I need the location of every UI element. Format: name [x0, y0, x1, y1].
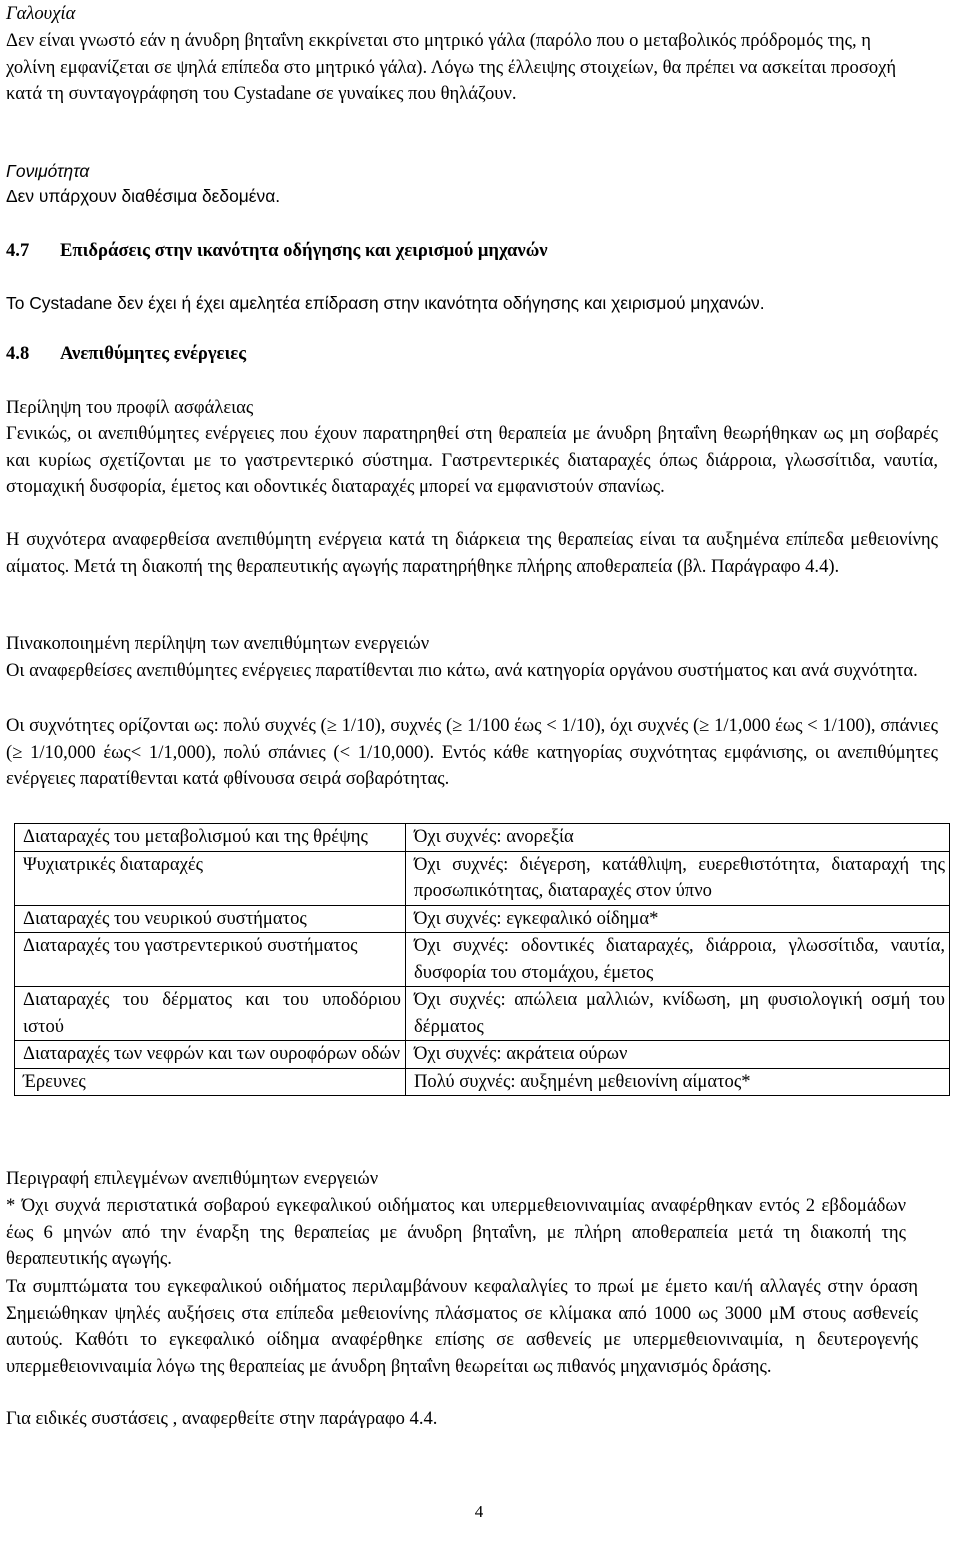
selected-paragraph-3: Για ειδικές συστάσεις , αναφερθείτε στην παράγραφο 4.4.: [6, 1408, 438, 1429]
effects-cell: Όχι συχνές: ακράτεια ούρων: [406, 1041, 950, 1069]
section-4-8-heading: [6, 341, 246, 368]
section-4-8-number: 4.8: [6, 343, 30, 364]
organ-class-cell: Διαταραχές των νεφρών και των ουροφόρων οδών: [15, 1041, 406, 1069]
summary-paragraph-1: Γενικώς, οι ανεπιθύμητες ενέργειες που έχουν παρατηρηθεί στη θεραπεία με άνυδρη βηταΐνη θεωρήθηκαν ως μη σοβαρές και κυρίως σχετίζονται με το γαστρεντερικό σύστημα. Γαστρεντερικές διαταραχές όπως διάρροια, γλωσσίτιδα, ναυτία, στομαχική δυσφορία, έμετος και οδοντικές διαταραχές μπορεί να εμφανιστούν σπανίως.: [6, 423, 938, 497]
organ-class-cell: Διαταραχές του γαστρεντερικού συστήματος: [15, 933, 406, 987]
tabulated-paragraph-2: Οι συχνότητες ορίζονται ως: πολύ συχνές (≥ 1/10), συχνές (≥ 1/100 έως < 1/10), όχι συχνές (≥ 1/1,000 έως < 1/100), σπάνιες (≥ 1/10,000 έως< 1/1,000), πολύ σπάνιες (< 1/10,000). Εντός κάθε κατηγορίας συχνότητας εμφάνισης, οι ανεπιθύμητες ενέργειες παρατίθενται κατά φθίνουσα σειρά σοβαρότητας.: [6, 715, 938, 789]
section-4-7-title: Επιδράσεις στην ικανότητα οδήγησης και χειρισμού μηχανών: [60, 240, 548, 261]
selected-paragraph-2: Τα συμπτώματα του εγκεφαλικού οιδήματος περιλαμβάνουν κεφαλαλγίες το πρωί με έμετο και/ή αλλαγές στην όραση Σημειώθηκαν ψηλές αυξήσεις στα επίπεδα μεθειονίνης πλάσματος σε κλίμακα από 1000 ως 3000 μΜ στους ασθενείς αυτούς. Καθότι το εγκεφαλικό οίδημα αναφέρθηκε επίσης σε ασθενείς με υπερμεθειονιναιμία, η δευτερογενής υπερμεθειονιναιμία λόγω της θεραπείας με άνυδρη βηταΐνη θεωρείται ως πιθανός μηχανισμός δράσης.: [6, 1276, 918, 1377]
page-number: 4: [474, 1502, 484, 1521]
tabulated-paragraph-1: Οι αναφερθείσες ανεπιθύμητες ενέργειες παρατίθενται πιο κάτω, ανά κατηγορία οργάνου συστήματος και ανά συχνότητα.: [6, 660, 918, 681]
lactation-title: Γαλουχία: [6, 3, 76, 24]
fertility-text: Δεν υπάρχουν διαθέσιμα δεδομένα.: [6, 186, 281, 206]
effects-cell: Όχι συχνές: ανορεξία: [406, 824, 950, 852]
table-row: [15, 905, 950, 933]
organ-class-cell: Έρευνες: [15, 1068, 406, 1096]
table-row: [15, 933, 950, 987]
organ-class-cell: Διαταραχές του νευρικού συστήματος: [15, 905, 406, 933]
selected-title: Περιγραφή επιλεγμένων ανεπιθύμητων ενεργειών: [6, 1168, 379, 1189]
section-4-7-text: Το Cystadane δεν έχει ή έχει αμελητέα επίδραση στην ικανότητα οδήγησης και χειρισμού μηχανών.: [6, 293, 765, 313]
effects-cell: Πολύ συχνές: αυξημένη μεθειονίνη αίματος*: [406, 1068, 950, 1096]
effects-cell: Όχι συχνές: οδοντικές διαταραχές, διάρροια, γλωσσίτιδα, ναυτία, δυσφορία του στομάχου, έμετος: [406, 933, 950, 987]
organ-class-cell: Ψυχιατρικές διαταραχές: [15, 851, 406, 905]
selected-paragraph-1: * Όχι συχνά περιστατικά σοβαρού εγκεφαλικού οιδήματος και υπερμεθειονιναιμίας αναφέρθηκαν εντός 2 εβδομάδων έως 6 μηνών από την έναρξη της θεραπείας με άνυδρη βηταΐνη, με πλήρη αποθεραπεία μετά τη διακοπή της θεραπευτικής αγωγής.: [6, 1195, 906, 1269]
tabulated-title: Πινακοποιημένη περίληψη των ανεπιθύμητων ενεργειών: [6, 633, 430, 654]
section-4-8-title: Ανεπιθύμητες ενέργειες: [60, 343, 247, 364]
section-4-7-number: 4.7: [6, 240, 30, 261]
effects-cell: Όχι συχνές: εγκεφαλικό οίδημα*: [406, 905, 950, 933]
table-row: [15, 1068, 950, 1096]
organ-class-cell: Διαταραχές του δέρματος και του υποδόριου ιστού: [15, 987, 406, 1041]
fertility-title: Γονιμότητα: [6, 161, 90, 181]
summary-paragraph-2: Η συχνότερα αναφερθείσα ανεπιθύμητη ενέργεια κατά τη διάρκεια της θεραπείας είναι τα αυξημένα επίπεδα μεθειονίνης αίματος. Μετά τη διακοπή της θεραπευτικής αγωγής παρατηρήθηκε πλήρης αποθεραπεία (βλ. Παράγραφο 4.4).: [6, 529, 938, 577]
effects-cell: Όχι συχνές: διέγερση, κατάθλιψη, ευερεθιστότητα, διαταραχή της προσωπικότητας, διαταραχές στον ύπνο: [406, 851, 950, 905]
table-row: [15, 824, 950, 852]
section-4-7-heading: [6, 238, 548, 265]
adverse-reactions-table: [14, 823, 950, 1096]
table-row: [15, 1041, 950, 1069]
table-row: [15, 851, 950, 905]
effects-cell: Όχι συχνές: απώλεια μαλλιών, κνίδωση, μη φυσιολογική οσμή του δέρματος: [406, 987, 950, 1041]
table-row: [15, 987, 950, 1041]
summary-title: Περίληψη του προφίλ ασφάλειας: [6, 397, 254, 418]
organ-class-cell: Διαταραχές του μεταβολισμού και της θρέψης: [15, 824, 406, 852]
lactation-text: Δεν είναι γνωστό εάν η άνυδρη βηταΐνη εκκρίνεται στο μητρικό γάλα (παρόλο που ο μεταβολικός πρόδρομός της, η χολίνη εμφανίζεται σε ψηλά επίπεδα στο μητρικό γάλα). Λόγω της έλλειψης στοιχείων, θα πρέπει να ασκείται προσοχή κατά τη συνταγογράφηση του Cystadane σε γυναίκες που θηλάζουν.: [6, 30, 897, 104]
